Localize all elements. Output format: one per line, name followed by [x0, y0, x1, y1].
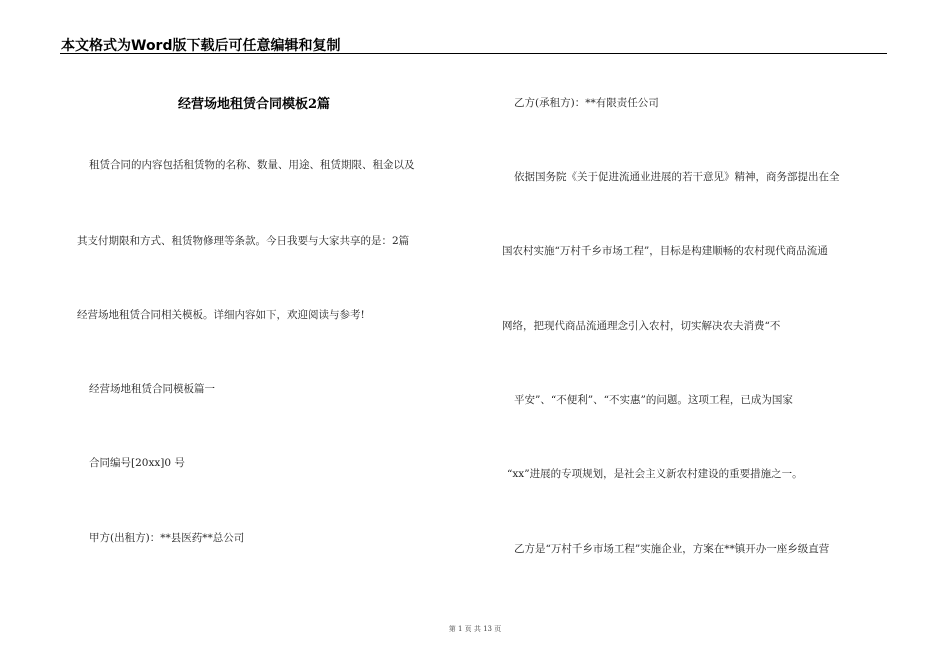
paragraph-line: 平安”、“不便利”、“不实惠”的问题。这项工程，已成为国家 — [514, 394, 793, 406]
paragraph-line: 经营场地租赁合同相关模板。详细内容如下，欢迎阅读与参考! — [77, 309, 365, 321]
section-heading: 经营场地租赁合同模板篇一 — [89, 383, 215, 395]
paragraph-line: 国农村实施“万村千乡市场工程”，目标是构建顺畅的农村现代商品流通 — [502, 245, 828, 257]
header-divider — [60, 53, 887, 54]
party-b-line: 乙方(承租方)：**有限责任公司 — [514, 97, 659, 109]
contract-number: 合同编号[20xx]0 号 — [89, 457, 185, 469]
paragraph-line: 依据国务院《关于促进流通业进展的若干意见》精神，商务部提出在全 — [514, 171, 840, 183]
paragraph-line: 租赁合同的内容包括租赁物的名称、数量、用途、租赁期限、租金以及 — [89, 159, 415, 171]
paragraph-line: “xx”进展的专项规划，是社会主义新农村建设的重要措施之一。 — [507, 468, 803, 480]
party-a-line: 甲方(出租方)：**县医药**总公司 — [89, 532, 245, 544]
document-title: 经营场地租赁合同模板2篇 — [178, 97, 331, 112]
paragraph-line: 网络，把现代商品流通理念引入农村，切实解决农夫消费“不 — [502, 320, 781, 332]
paragraph-line: 其支付期限和方式、租赁物修理等条款。今日我要与大家共享的是：2篇 — [77, 235, 410, 247]
document-header-title: 本文格式为Word版下载后可任意编辑和复制 — [61, 38, 341, 54]
page-number-footer: 第 1 页 共 13 页 — [448, 625, 502, 633]
paragraph-line: 乙方是“万村千乡市场工程”实施企业，方案在**镇开办一座乡级直营 — [514, 543, 830, 555]
